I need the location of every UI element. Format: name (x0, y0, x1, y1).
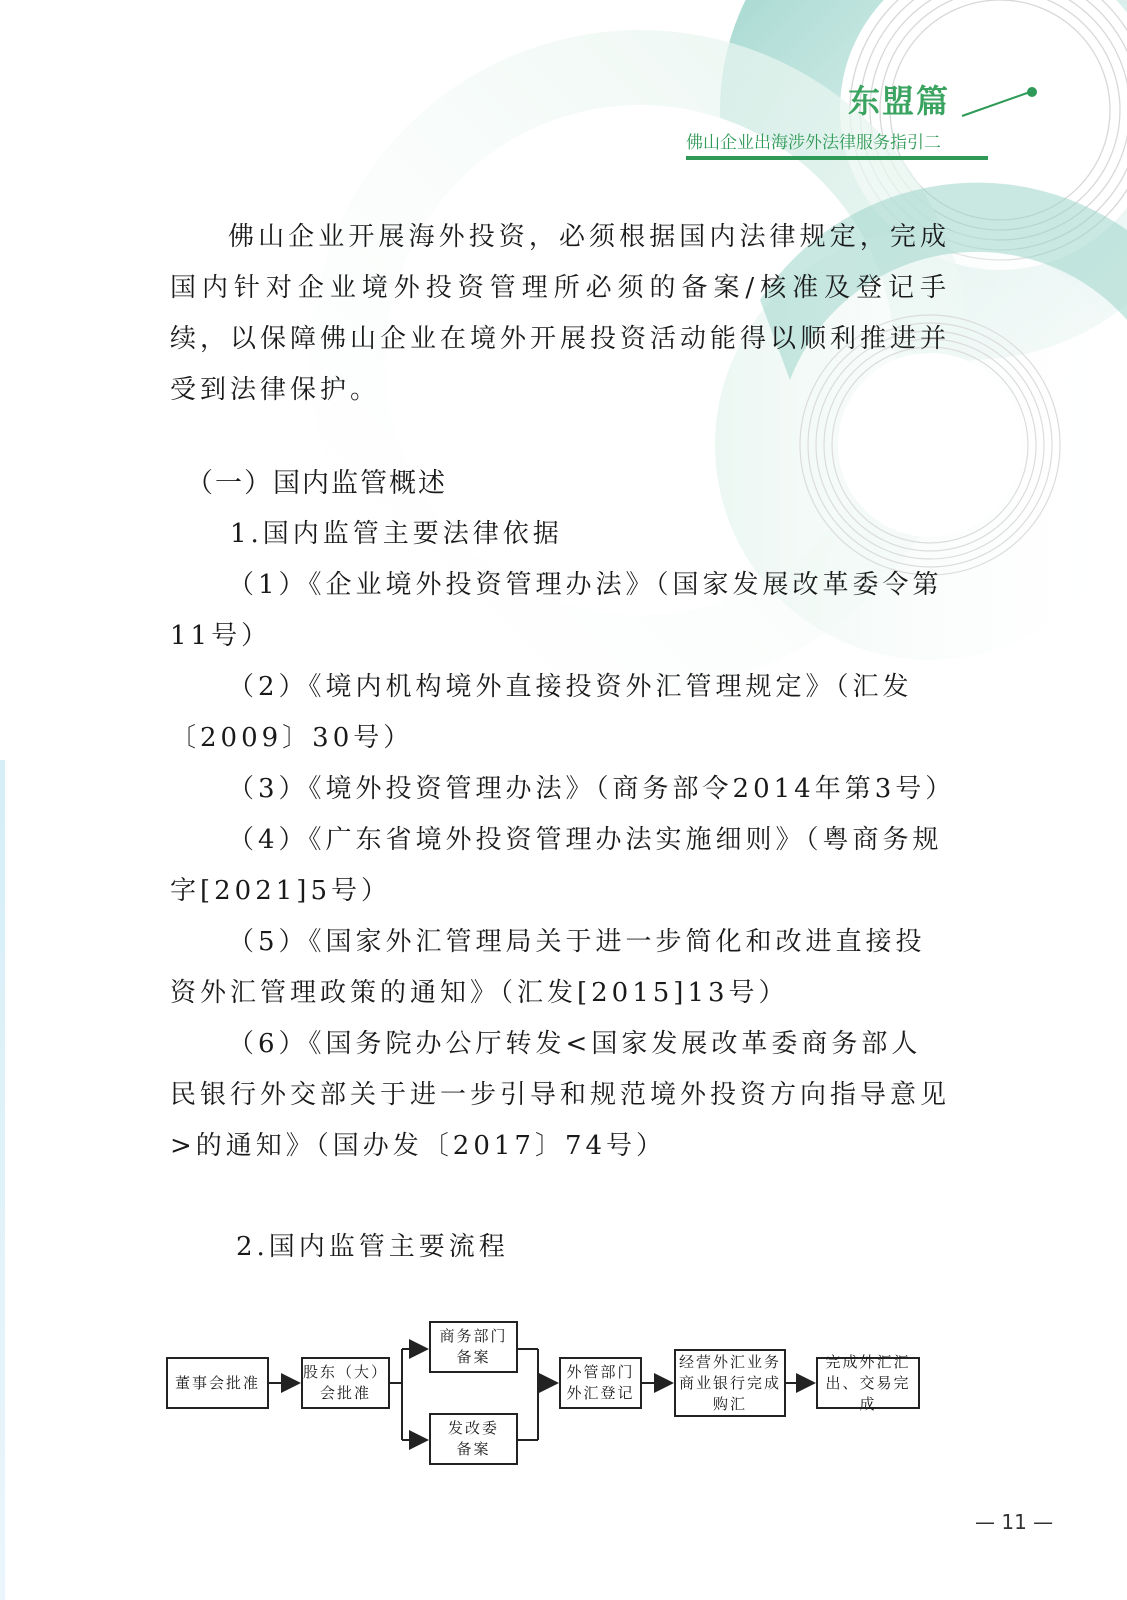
reference-item: （3）《境外投资管理办法》（商务部令2014年第3号） (228, 774, 956, 804)
header-title: 东盟篇 (848, 82, 951, 120)
flow-step-commerce-filing (429, 1321, 518, 1373)
reference-item: （1）《企业境外投资管理办法》（国家发展改革委令第11号） (170, 570, 943, 651)
header-accent-line-icon (960, 86, 1040, 118)
page-number: — 11 — (975, 1510, 1054, 1534)
reference-item: （2）《境内机构境外直接投资外汇管理规定》（汇发〔2009〕30号） (170, 672, 913, 753)
left-edge-strip (0, 760, 5, 1600)
flow-step-label: 备案 (456, 1348, 491, 1366)
process-flowchart (166, 1327, 946, 1485)
reference-item: （6）《国务院办公厅转发<国家发展改革委商务部人民银行外交部关于进一步引导和规范境外投资方向指导意见>的通知》（国办发〔2017〕74号） (170, 1029, 951, 1161)
flow-step-label: 股东（大） (303, 1363, 389, 1381)
flow-step-label: 出、交易完成 (825, 1373, 911, 1413)
flow-step-label: 发改委 (447, 1419, 499, 1437)
intro-paragraph: 佛山企业开展海外投资，必须根据国内法律规定，完成国内针对企业境外投资管理所必须的备案/核准及登记手续，以保障佛山企业在境外开展投资活动能得以顺利推进并受到法律保护。 (170, 222, 951, 405)
flow-step-shareholders-approval (301, 1357, 390, 1409)
flow-step-label: 商务部门 (439, 1327, 508, 1345)
flow-step-label: 外汇登记 (566, 1384, 635, 1402)
subsection-title-legal-basis: 1.国内监管主要法律依据 (230, 519, 563, 549)
flow-step-label: 外管部门 (566, 1363, 635, 1381)
flow-step-label: 购汇 (712, 1394, 747, 1413)
flow-step-label: 备案 (456, 1440, 491, 1458)
flow-step-label: 会批准 (319, 1384, 371, 1402)
flow-step-label: 商业银行完成 (678, 1373, 781, 1392)
flow-step-label: 经营外汇业务 (678, 1352, 781, 1371)
reference-item: （5）《国家外汇管理局关于进一步简化和改进直接投资外汇管理政策的通知》（汇发[2015]13号） (170, 927, 926, 1008)
flow-step-complete (816, 1352, 920, 1413)
header-subtitle: 佛山企业出海涉外法律服务指引二 (686, 133, 941, 153)
section-title: （一）国内监管概述 (186, 468, 447, 499)
reference-item: （4）《广东省境外投资管理办法实施细则》（粤商务规字[2021]5号） (170, 825, 943, 906)
flow-step-ndrc-filing (429, 1413, 518, 1465)
main-content (170, 212, 956, 1273)
flow-step-label: 完成外汇汇 (825, 1352, 911, 1371)
header-underline (686, 156, 988, 160)
flow-step-forex-registration (559, 1357, 642, 1409)
flow-step-board-approval (166, 1357, 269, 1409)
flow-step-label: 董事会批准 (174, 1373, 260, 1392)
flow-step-bank-purchase (674, 1349, 786, 1417)
subsection-title-process: 2.国内监管主要流程 (236, 1232, 509, 1262)
